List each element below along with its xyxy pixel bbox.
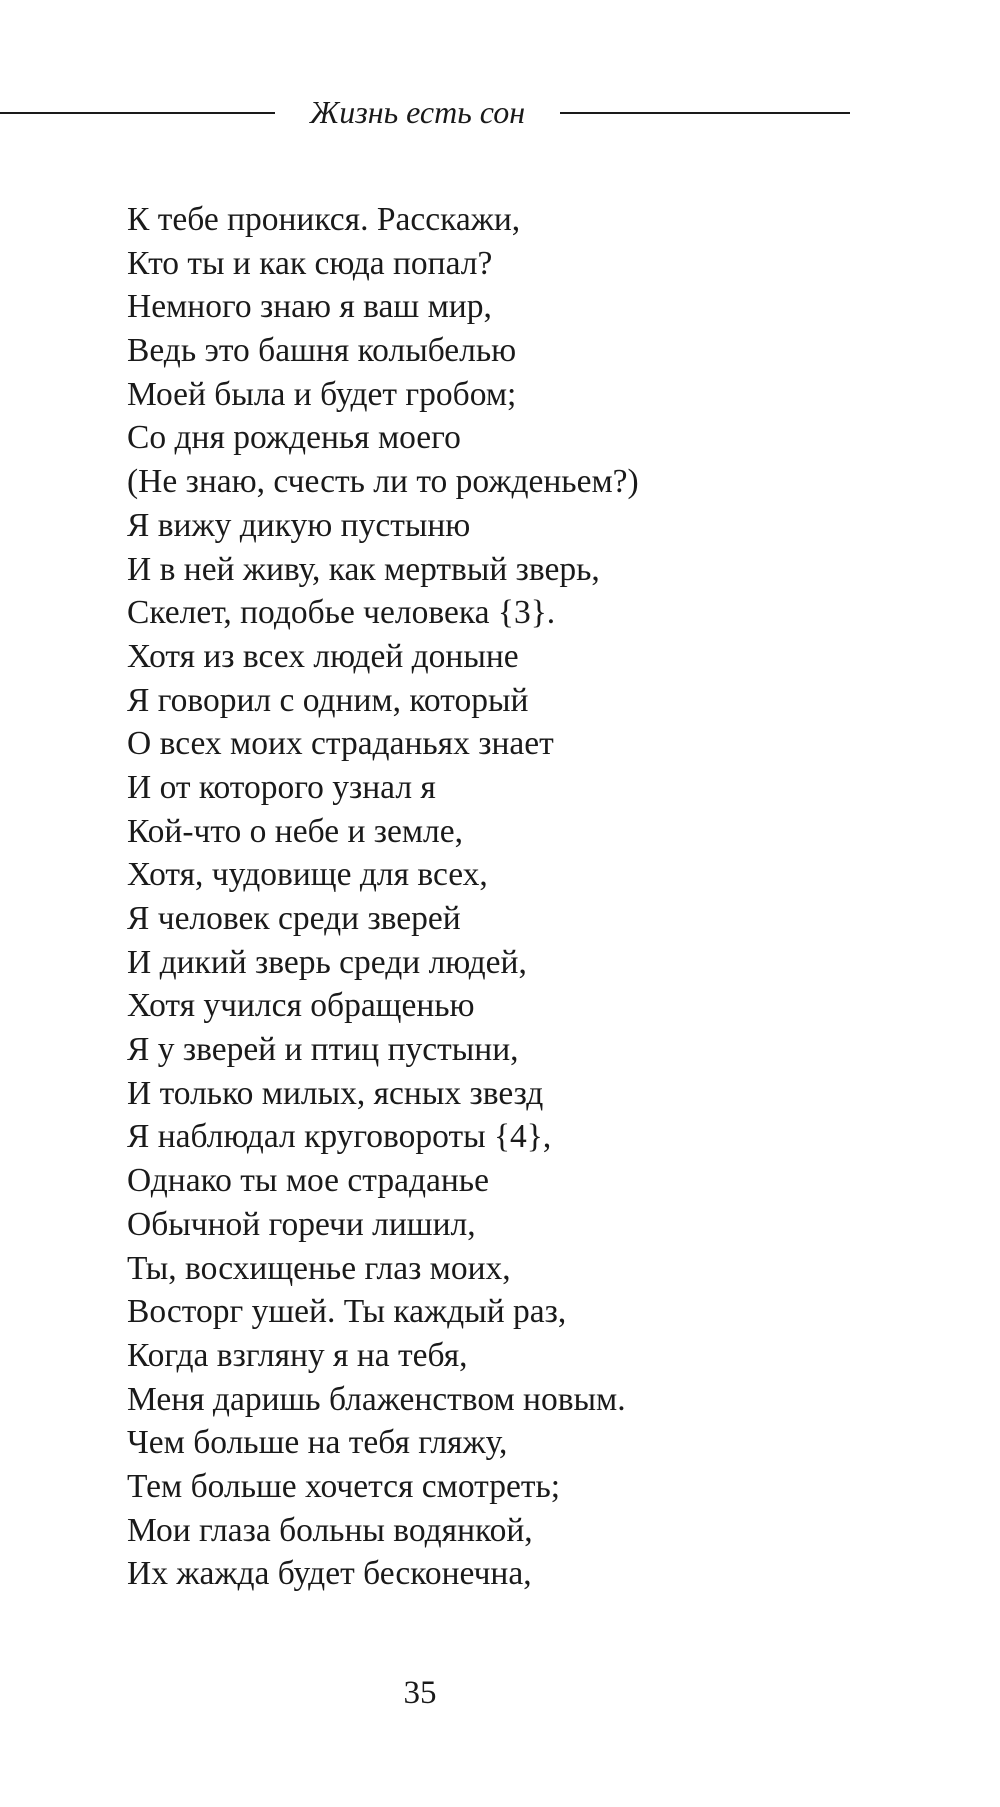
poem-line: Мои глаза больны водянкой, [127, 1511, 533, 1549]
poem-line: Кой-что о небе и земле, [127, 812, 464, 850]
poem-line: Скелет, подобье человека {3}. [127, 594, 556, 632]
poem-line: Хотя, чудовище для всех, [127, 856, 488, 894]
page-number: 35 [403, 1675, 437, 1711]
poem-line: Я наблюдал круговороты {4}, [127, 1118, 552, 1156]
poem-line: Тем больше хочется смотреть; [127, 1467, 561, 1505]
header-rule-left [0, 112, 275, 114]
poem-line: Ты, восхищенье глаз моих, [127, 1249, 511, 1287]
poem-line: Я у зверей и птиц пустыни, [127, 1031, 519, 1069]
poem-line: Кто ты и как сюда попал? [127, 244, 493, 282]
poem-line: Хотя из всех людей доныне [127, 637, 519, 675]
poem-line: О всех моих страданьях знает [127, 725, 554, 763]
poem-line: И от которого узнал я [127, 768, 436, 806]
poem-line: И в ней живу, как мертвый зверь, [127, 550, 600, 588]
poem-line: Моей была и будет гробом; [127, 375, 517, 413]
poem-line: Ведь это башня колыбелью [127, 332, 517, 370]
poem-line: Я говорил с одним, который [127, 681, 529, 719]
poem-line: К тебе проникся. Расскажи, [127, 201, 521, 238]
poem-line: Хотя учился обращенью [127, 987, 475, 1025]
poem-line: Однако ты мое страданье [127, 1162, 489, 1200]
poem-line: Обычной горечи лишил, [127, 1205, 476, 1243]
poem-line: Восторг ушей. Ты каждый раз, [127, 1293, 567, 1331]
running-header [0, 92, 1000, 136]
poem-line: Я вижу дикую пустыню [127, 506, 471, 544]
poem-line: Немного знаю я ваш мир, [127, 288, 492, 326]
poem-text [127, 198, 887, 1596]
poem-line: Меня даришь блаженством новым. [127, 1380, 626, 1418]
poem-line: И дикий зверь среди людей, [127, 943, 527, 981]
poem-line: И только милых, ясных звезд [127, 1074, 544, 1112]
poem-line: Со дня рожденья моего [127, 419, 461, 457]
running-title: Жизнь есть сон [309, 94, 526, 130]
poem-line: Чем больше на тебя гляжу, [127, 1424, 508, 1462]
poem-line: Их жажда будет бесконечна, [127, 1555, 532, 1593]
poem-line: Когда взгляну я на тебя, [127, 1336, 468, 1374]
poem-line: (Не знаю, счесть ли то рожденьем?) [127, 463, 639, 501]
poem-line: Я человек среди зверей [127, 900, 461, 937]
header-rule-right [560, 112, 850, 114]
